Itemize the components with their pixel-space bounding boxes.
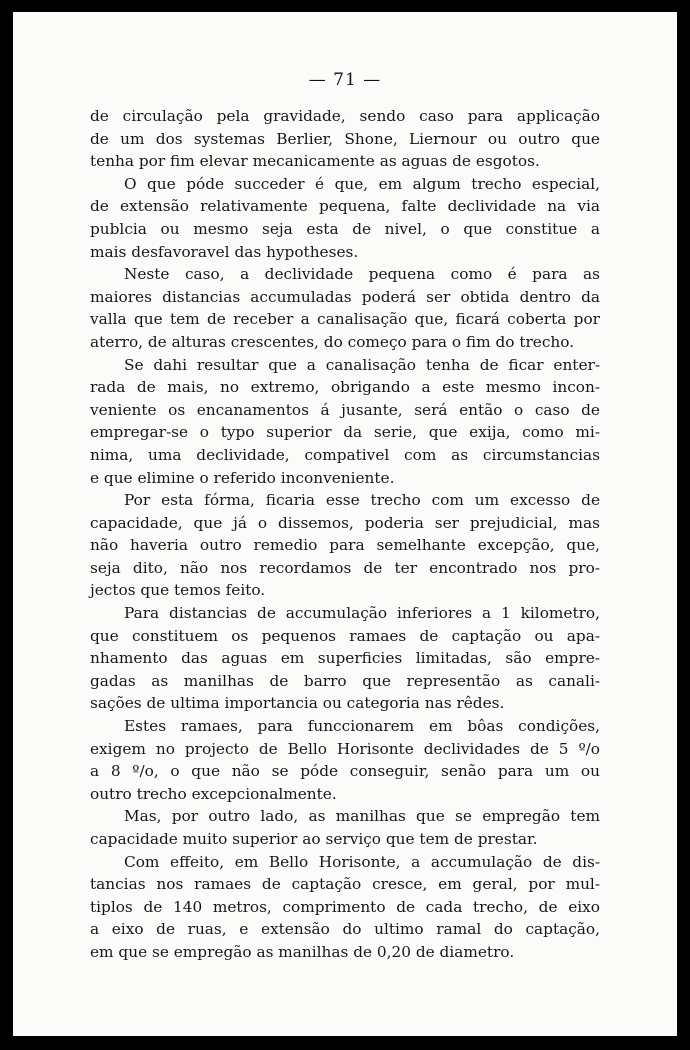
text-line: Com effeito, em Bello Horisonte, a accumulação de dis- [124,852,600,871]
paragraph [90,263,600,353]
text-line: publcia ou mesmo seja esta de nivel, o que constitue a [90,219,600,238]
text-line: Mas, por outro lado, as manilhas que se empregão tem [124,807,600,826]
text-line: gadas as manilhas de barro que representão as canali- [90,671,600,690]
text-line: e que elimine o referido inconveniente. [90,468,395,487]
text-line: outro trecho excepcionalmente. [90,784,337,803]
paragraph [90,489,600,602]
paragraph [90,173,600,263]
text-line: capacidade muito superior ao serviço que tem de prestar. [90,830,538,848]
text-line: nhamento das aguas em superficies limitadas, são empre- [90,649,600,668]
text-line: Estes ramaes, para funccionarem em bôas condições, [124,717,600,736]
text-line: Para distancias de accumulação inferiores a 1 kilometro, [124,604,600,623]
paragraph [90,851,600,964]
paragraph [90,805,600,850]
body-text [90,105,600,964]
page-number: — 71 — [308,70,382,90]
text-line: tancias nos ramaes de captação cresce, em geral, por mul- [90,875,600,894]
text-line: de um dos systemas Berlier, Shone, Liernour ou outro que [90,129,600,148]
text-line: valla que tem de receber a canalisação que, ficará coberta por [90,310,600,329]
text-line: em que se empregão as manilhas de 0,20 de diametro. [90,942,515,961]
text-line: mais desfavoravel das hypotheses. [90,242,359,261]
text-line: aterro, de alturas crescentes, do começo para o fim do trecho. [90,332,575,351]
text-line: exigem no projecto de Bello Horisonte declividades de 5 º/o [90,739,600,758]
text-line: de circulação pela gravidade, sendo caso para applicação [90,107,600,125]
text-line: Por esta fórma, ficaria esse trecho com um excesso de [124,491,600,510]
text-line: tiplos de 140 metros, comprimento de cada trecho, de eixo [90,897,600,916]
text-line: de extensão relativamente pequena, falte declividade na via [90,197,600,216]
text-line: rada de mais, no extremo, obrigando a este mesmo incon- [90,378,600,397]
text-line: O que póde succeder é que, em algum trecho especial, [124,174,600,193]
text-line: jectos que temos feito. [90,581,266,600]
text-line: que constituem os pequenos ramaes de captação ou apa- [90,626,600,645]
text-line: a eixo de ruas, e extensão do ultimo ramal do captação, [90,920,600,939]
paragraph [90,602,600,715]
text-line: capacidade, que já o dissemos, poderia ser prejudicial, mas [90,513,600,532]
text-line: seja dito, não nos recordamos de ter encontrado nos pro- [90,558,600,577]
text-line: sações de ultima importancia ou categoria nas rêdes. [90,694,505,713]
text-line: não haveria outro remedio para semelhante excepção, que, [90,536,600,555]
paragraph [90,354,600,490]
page-frame [13,12,677,1036]
text-line: nima, uma declividade, compativel com as circumstancias [90,445,600,464]
text-line: Se dahi resultar que a canalisação tenha de ficar enter- [124,355,600,374]
paragraph [90,715,600,805]
text-line: Neste caso, a declividade pequena como é para as [124,265,600,284]
text-line: empregar-se o typo superior da serie, que exija, como mi- [90,423,600,442]
text-line: veniente os encanamentos á jusante, será então o caso de [90,400,600,419]
text-line: a 8 º/o, o que não se póde conseguir, senão para um ou [90,762,600,781]
paragraph [90,105,600,173]
text-line: maiores distancias accumuladas poderá ser obtida dentro da [90,287,600,306]
text-line: tenha por fim elevar mecanicamente as aguas de esgotos. [90,152,540,171]
